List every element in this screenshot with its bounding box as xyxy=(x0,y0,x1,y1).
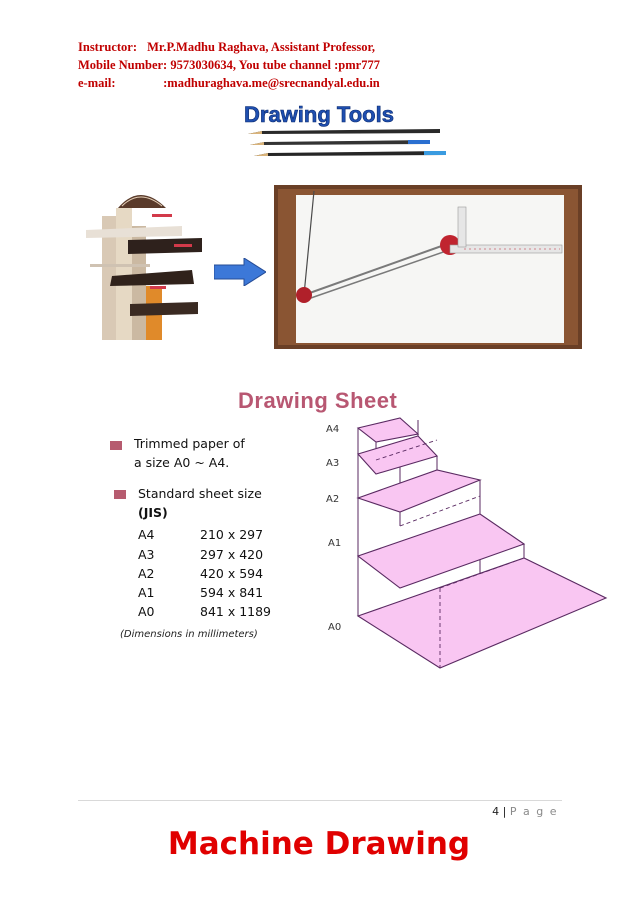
email-value: :madhuraghava.me@srecnandyal.edu.in xyxy=(163,76,380,90)
header-email-line xyxy=(78,76,380,91)
size-name: A3 xyxy=(138,547,155,562)
drawing-sheet-title: Drawing Sheet xyxy=(238,388,398,413)
sheet-a2-shape xyxy=(358,470,480,512)
drawing-tools-logo xyxy=(240,100,452,160)
footer-title: Machine Drawing xyxy=(167,826,471,862)
footer-divider xyxy=(78,800,562,801)
size-row-a1 xyxy=(138,585,263,600)
size-dims: 420 x 594 xyxy=(200,566,264,581)
sheet-sizes-diagram xyxy=(320,416,620,680)
email-label: e-mail: xyxy=(78,76,116,90)
diagram-label-a1: A1 xyxy=(328,538,342,549)
drafting-machine-image xyxy=(274,185,582,349)
size-dims: 210 x 297 xyxy=(200,527,264,542)
size-name: A4 xyxy=(138,527,155,542)
bullet-1-line-1: Trimmed paper of xyxy=(134,436,245,451)
size-row-a2 xyxy=(138,566,263,581)
diagram-label-a0: A0 xyxy=(328,622,342,633)
page-number xyxy=(492,805,558,818)
bullet-1-line-2: a size A0 ~ A4. xyxy=(134,455,230,470)
sheet-a3-shape xyxy=(358,436,437,474)
bullet-2-line-1: Standard sheet size xyxy=(138,486,262,501)
size-dims: 841 x 1189 xyxy=(200,604,272,619)
pencils-icon xyxy=(248,129,446,156)
size-row-a4 xyxy=(138,527,263,542)
dimensions-note: (Dimensions in millimeters) xyxy=(120,629,258,640)
size-row-a0 xyxy=(138,604,271,619)
instructor-value: Mr.P.Madhu Raghava, Assistant Professor, xyxy=(147,40,376,54)
header-mobile-line: Mobile Number: 9573030634, You tube channel :pmr777 xyxy=(78,58,380,72)
instructor-label: Instructor: xyxy=(78,40,138,54)
diagram-label-a4: A4 xyxy=(326,424,340,435)
bullet-marker xyxy=(110,441,122,450)
t-squares-image xyxy=(82,186,208,340)
size-row-a3 xyxy=(138,547,263,562)
bullet-marker xyxy=(114,490,126,499)
arrow-right-icon xyxy=(214,258,266,286)
page-number-value: 4 xyxy=(492,805,500,818)
size-dims: 594 x 841 xyxy=(200,585,264,600)
header-instructor-line xyxy=(78,40,375,55)
size-name: A2 xyxy=(138,566,155,581)
size-name: A1 xyxy=(138,585,155,600)
size-name: A0 xyxy=(138,604,155,619)
logo-text: Drawing Tools xyxy=(244,102,394,127)
size-dims: 297 x 420 xyxy=(200,547,264,562)
bullet-2-line-2: (JIS) xyxy=(138,505,168,520)
page-word: P a g e xyxy=(509,805,558,818)
page-separator: | xyxy=(502,805,507,818)
diagram-label-a3: A3 xyxy=(326,458,340,469)
diagram-label-a2: A2 xyxy=(326,494,340,505)
